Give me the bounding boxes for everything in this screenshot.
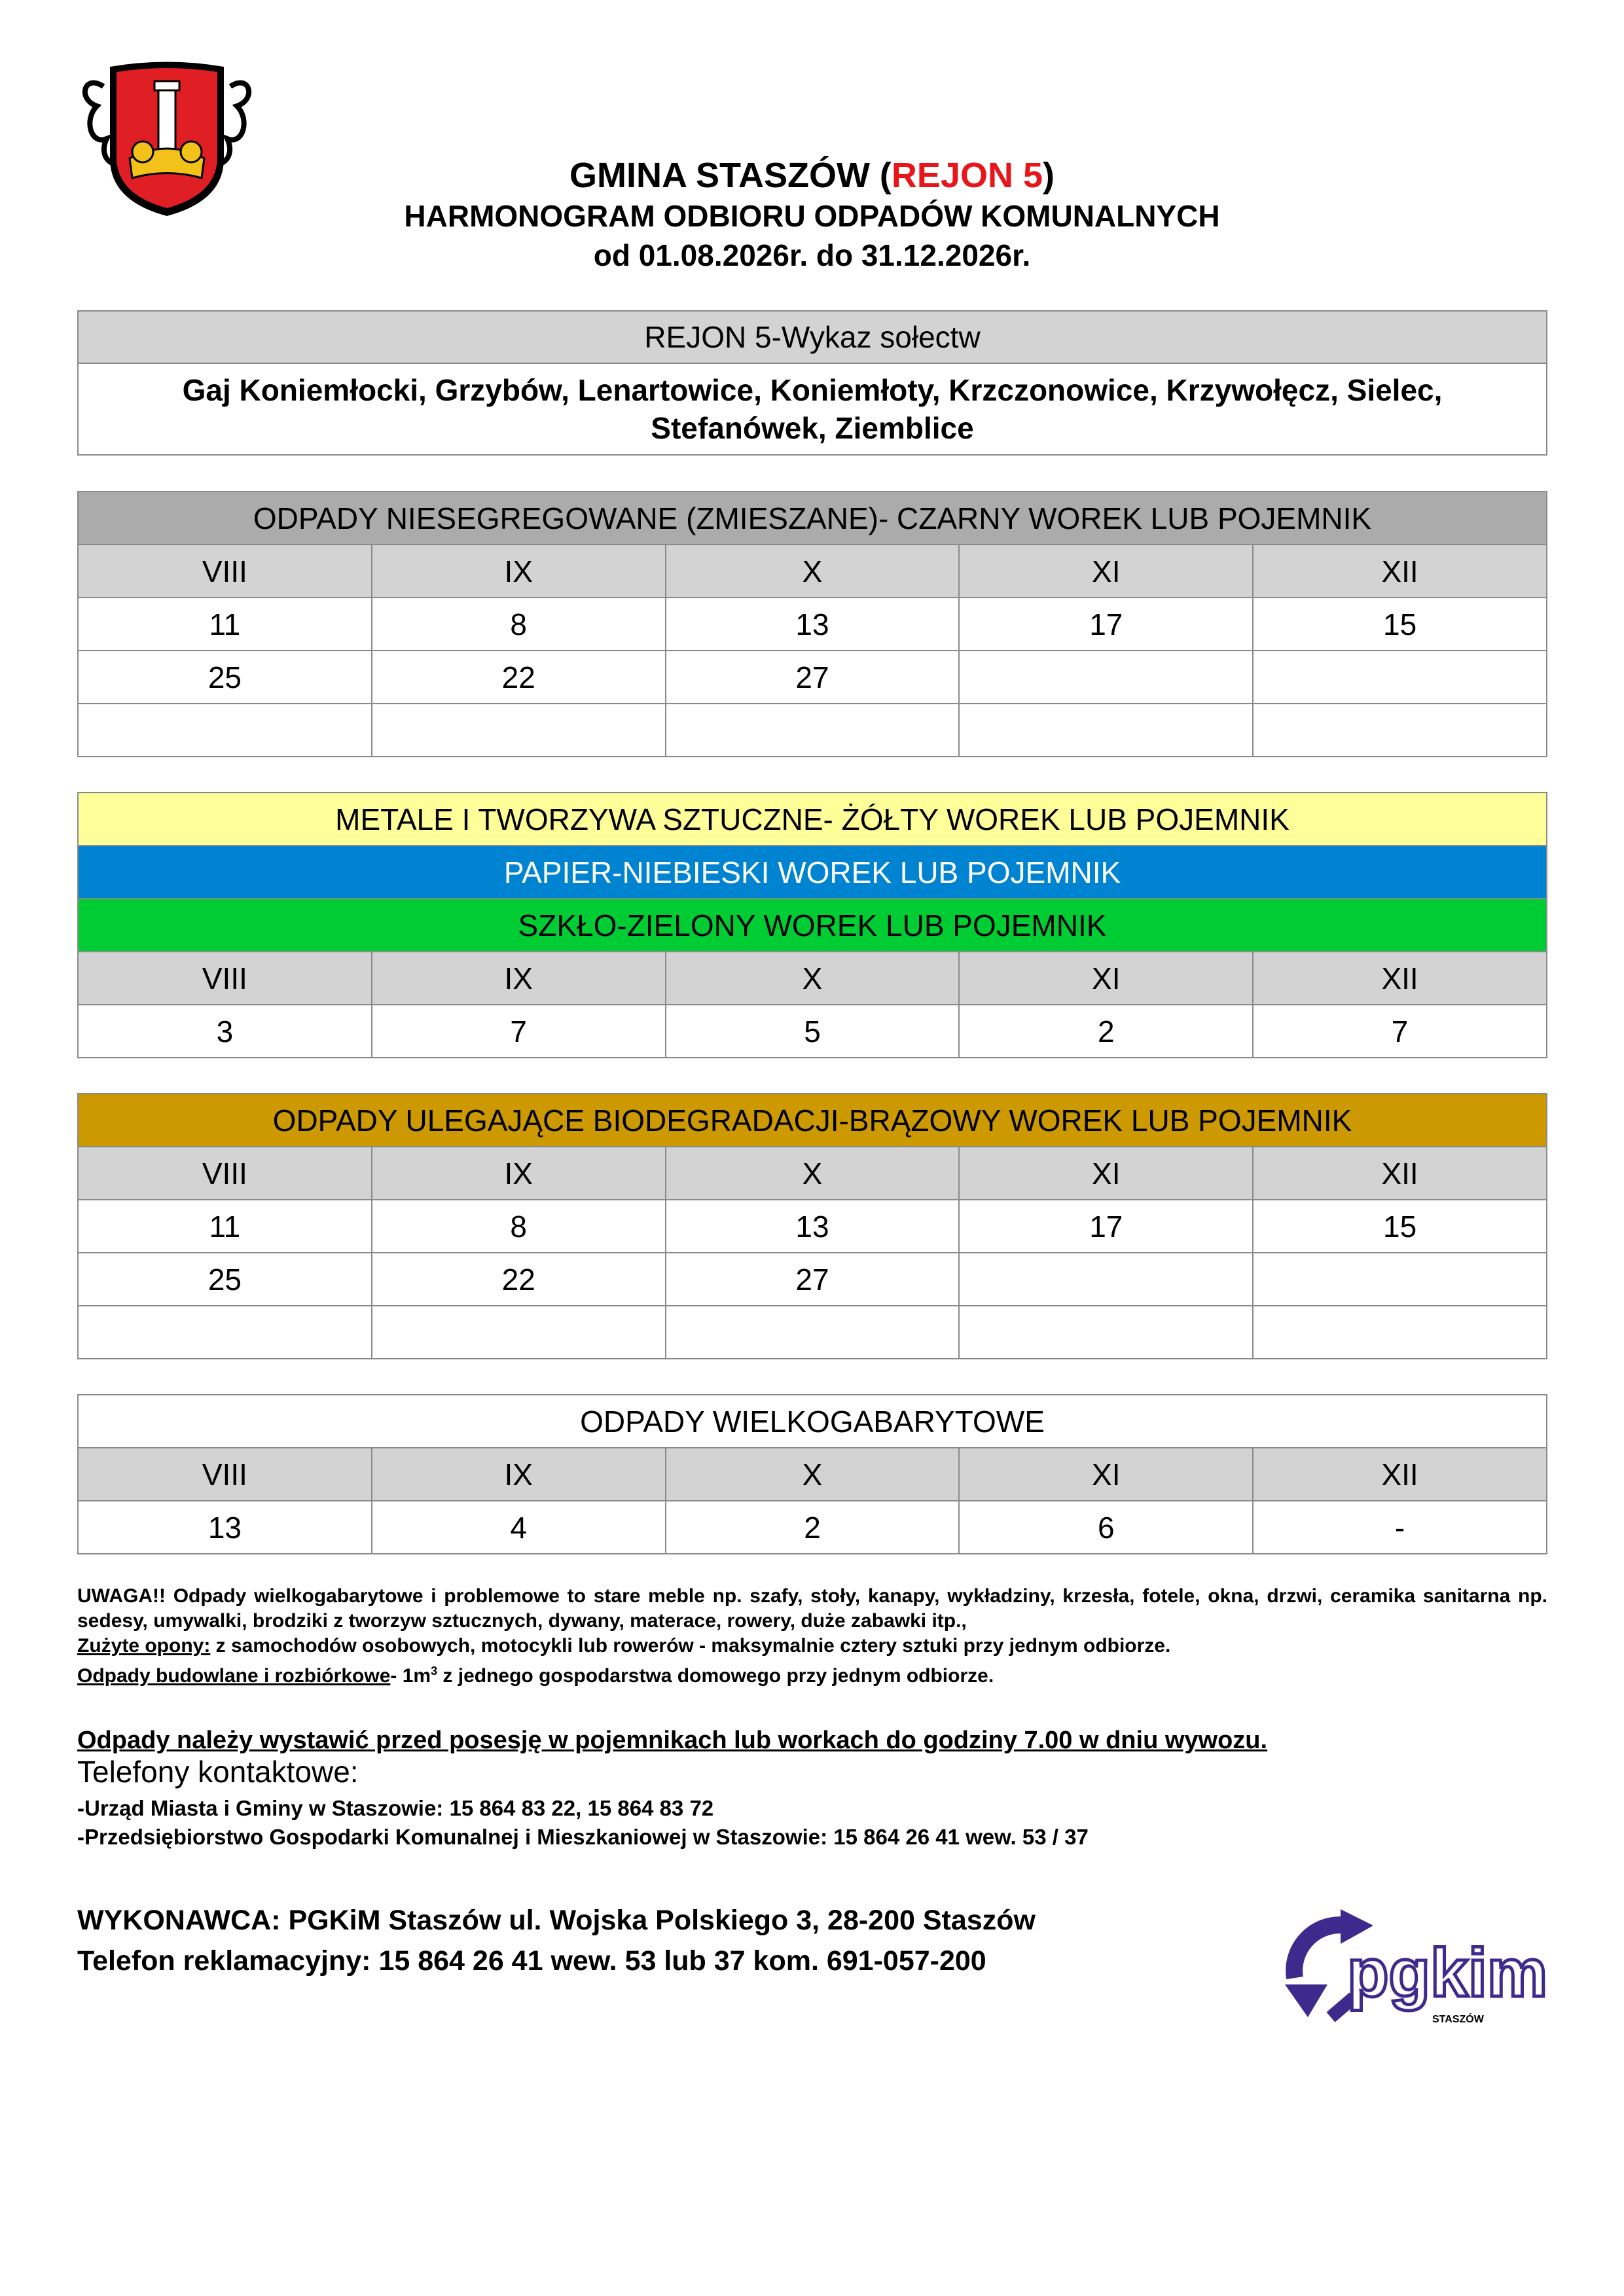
date-cell: 25 xyxy=(78,1253,372,1306)
date-cell xyxy=(959,704,1253,757)
table-row xyxy=(78,704,1547,757)
table-row xyxy=(78,651,1547,704)
month-header: X xyxy=(666,545,960,598)
table-row xyxy=(78,1200,1547,1253)
date-cell: 15 xyxy=(1253,1200,1547,1253)
date-cell: 2 xyxy=(666,1501,960,1554)
date-cell: 13 xyxy=(78,1501,372,1554)
bulky-waste-heading: ODPADY WIELKOGABARYTOWE xyxy=(78,1395,1547,1448)
date-cell: 15 xyxy=(1253,598,1547,651)
bulky-waste-table xyxy=(77,1394,1547,1554)
month-header: IX xyxy=(372,545,666,598)
date-cell: 13 xyxy=(666,1200,960,1253)
construction-text: - 1m xyxy=(390,1665,431,1687)
month-header: IX xyxy=(372,1147,666,1200)
contacts-title: Telefony kontaktowe: xyxy=(77,1755,359,1789)
pgkim-recycle-logo xyxy=(1269,1906,1548,2030)
region-table xyxy=(77,310,1547,456)
date-cell: 7 xyxy=(1253,1005,1547,1058)
complaint-phone: Telefon reklamacyjny: 15 864 26 41 wew. 53 lub 37 kom. 691-057-200 xyxy=(77,1945,986,1977)
date-cell xyxy=(959,1306,1253,1359)
bio-waste-heading: ODPADY ULEGAJĄCE BIODEGRADACJI-BRĄZOWY WOREK LUB POJEMNIK xyxy=(78,1094,1547,1147)
construction-sup: 3 xyxy=(431,1664,438,1677)
month-header: XI xyxy=(959,1147,1253,1200)
date-cell: 22 xyxy=(372,651,666,704)
date-cell: 3 xyxy=(78,1005,372,1058)
date-cell xyxy=(1253,1306,1547,1359)
date-cell xyxy=(666,704,960,757)
date-cell: 13 xyxy=(666,598,960,651)
date-cell: 8 xyxy=(372,598,666,651)
date-cell: 17 xyxy=(959,598,1253,651)
date-cell: 11 xyxy=(78,598,372,651)
mixed-waste-heading: ODPADY NIESEGREGOWANE (ZMIESZANE)- CZARNY WOREK LUB POJEMNIK xyxy=(78,492,1547,545)
month-header: X xyxy=(666,1147,960,1200)
month-header: XI xyxy=(959,545,1253,598)
month-header: VIII xyxy=(78,545,372,598)
month-header: XII xyxy=(1253,545,1547,598)
contractor-info: WYKONAWCA: PGKiM Staszów ul. Wojska Polskiego 3, 28-200 Staszów xyxy=(77,1905,1036,1936)
date-cell xyxy=(1253,1253,1547,1306)
date-cell xyxy=(1253,651,1547,704)
date-cell: 17 xyxy=(959,1200,1253,1253)
table-row xyxy=(78,598,1547,651)
month-header: XII xyxy=(1253,1448,1547,1501)
mixed-waste-table xyxy=(77,491,1547,757)
region-villages: Gaj Koniemłocki, Grzybów, Lenartowice, Koniemłoty, Krzczonowice, Krzywołęcz, Sielec, Stefanówek, Ziemblice xyxy=(78,363,1547,455)
notes-block xyxy=(77,1584,1547,1689)
tires-label: Zużyte opony: xyxy=(77,1635,211,1657)
date-cell xyxy=(666,1306,960,1359)
month-header: VIII xyxy=(78,1147,372,1200)
date-cell xyxy=(959,1253,1253,1306)
date-cell xyxy=(1253,704,1547,757)
tires-text: z samochodów osobowych, motocykli lub rowerów - maksymalnie cztery sztuki przy jednym odbiorze. xyxy=(210,1635,1171,1657)
date-cell xyxy=(78,1306,372,1359)
contact-pgkim: -Przedsiębiorstwo Gospodarki Komunalnej i Mieszkaniowej w Staszowie: 15 864 26 41 wew. 53 / 37 xyxy=(77,1825,1089,1849)
title-suffix: ) xyxy=(1043,156,1055,195)
metals-plastics-heading: METALE I TWORZYWA SZTUCZNE- ŻÓŁTY WOREK LUB POJEMNIK xyxy=(78,793,1547,846)
date-cell: 6 xyxy=(959,1501,1253,1554)
logo-subtext: STASZÓW xyxy=(1432,2014,1484,2025)
paper-heading: PAPIER-NIEBIESKI WOREK LUB POJEMNIK xyxy=(78,846,1547,899)
date-cell: 27 xyxy=(666,1253,960,1306)
segregated-waste-table xyxy=(77,792,1547,1058)
date-cell xyxy=(372,704,666,757)
month-header: X xyxy=(666,1448,960,1501)
date-cell: 2 xyxy=(959,1005,1253,1058)
date-cell: 25 xyxy=(78,651,372,704)
title-prefix: GMINA STASZÓW ( xyxy=(569,156,892,195)
date-cell xyxy=(78,704,372,757)
month-header: XII xyxy=(1253,952,1547,1005)
construction-text-b: z jednego gospodarstwa domowego przy jednym odbiorze. xyxy=(437,1665,994,1687)
date-cell xyxy=(959,651,1253,704)
bulky-warning: UWAGA!! Odpady wielkogabarytowe i problemowe to stare meble np. szafy, stoły, kanapy, wykładziny, krzesła, fotele, okna, drzwi, ceramika sanitarna np. sedesy, umywalki, brodziki z tworzyw sztucznych, dywany, materace, rowery, duże zabawki itp., xyxy=(77,1585,1547,1632)
table-row xyxy=(78,1306,1547,1359)
date-cell: 5 xyxy=(666,1005,960,1058)
month-header: VIII xyxy=(78,1448,372,1501)
table-row xyxy=(78,1005,1547,1058)
month-header: XI xyxy=(959,952,1253,1005)
table-row xyxy=(78,1501,1547,1554)
put-out-instruction: Odpady należy wystawić przed posesję w pojemnikach lub workach do godziny 7.00 w dniu wywozu. xyxy=(77,1727,1268,1754)
contact-town-hall: -Urząd Miasta i Gminy w Staszowie: 15 864 83 22, 15 864 83 72 xyxy=(77,1796,714,1820)
month-header: X xyxy=(666,952,960,1005)
date-cell: 4 xyxy=(372,1501,666,1554)
month-header: XI xyxy=(959,1448,1253,1501)
page-title xyxy=(0,154,1624,196)
date-cell: 27 xyxy=(666,651,960,704)
date-cell: 7 xyxy=(372,1005,666,1058)
month-header: IX xyxy=(372,1448,666,1501)
glass-heading: SZKŁO-ZIELONY WOREK LUB POJEMNIK xyxy=(78,899,1547,952)
date-cell xyxy=(372,1306,666,1359)
title-region: REJON 5 xyxy=(891,156,1043,195)
construction-label: Odpady budowlane i rozbiórkowe xyxy=(77,1665,391,1687)
logo-text: pgkim xyxy=(1347,1935,1548,2011)
month-header: IX xyxy=(372,952,666,1005)
date-cell: 8 xyxy=(372,1200,666,1253)
month-header: VIII xyxy=(78,952,372,1005)
schedule-period: od 01.08.2026r. do 31.12.2026r. xyxy=(593,238,1031,272)
date-cell: 11 xyxy=(78,1200,372,1253)
bio-waste-table xyxy=(77,1093,1547,1359)
table-row xyxy=(78,1253,1547,1306)
date-cell: - xyxy=(1253,1501,1547,1554)
page-subtitle: HARMONOGRAM ODBIORU ODPADÓW KOMUNALNYCH xyxy=(404,199,1220,233)
region-heading: REJON 5-Wykaz sołectw xyxy=(78,311,1547,363)
date-cell: 22 xyxy=(372,1253,666,1306)
month-header: XII xyxy=(1253,1147,1547,1200)
